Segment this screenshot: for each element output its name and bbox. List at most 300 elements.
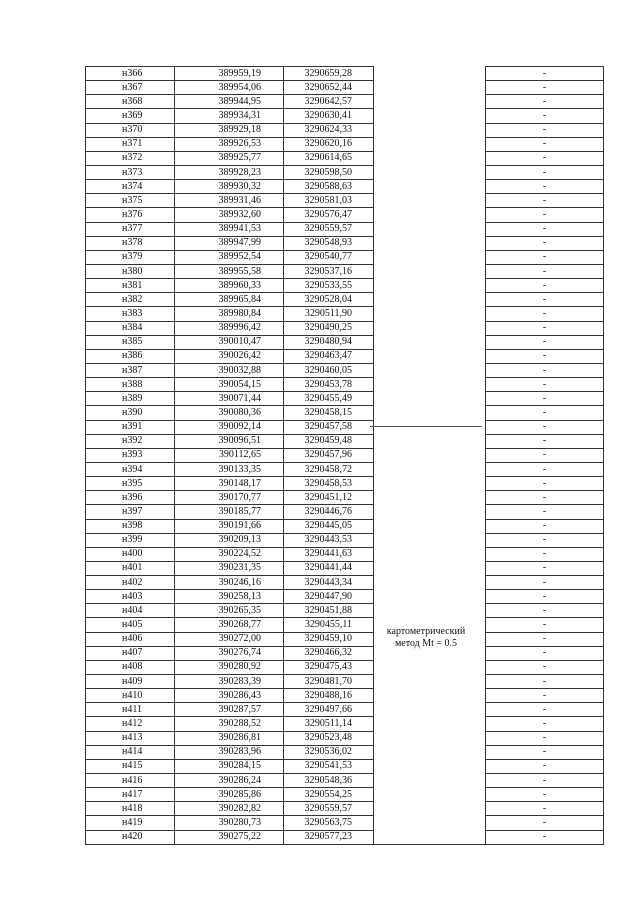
y-coordinate-cell: 3290581,03: [284, 194, 374, 208]
x-coordinate-cell: 390276,74: [175, 646, 284, 660]
method-cell: [374, 505, 486, 519]
point-id-cell: н407: [86, 646, 175, 660]
note-cell: -: [486, 123, 604, 137]
x-coordinate-cell: 389954,06: [175, 81, 284, 95]
point-id-cell: н387: [86, 363, 175, 377]
table-row: [86, 67, 604, 81]
y-coordinate-cell: 3290459,48: [284, 434, 374, 448]
y-coordinate-cell: 3290443,53: [284, 533, 374, 547]
x-coordinate-cell: 390092,14: [175, 420, 284, 434]
point-id-cell: н413: [86, 731, 175, 745]
note-cell: -: [486, 392, 604, 406]
x-coordinate-cell: 389996,42: [175, 321, 284, 335]
method-cell: [374, 604, 486, 618]
method-cell: [374, 675, 486, 689]
x-coordinate-cell: 390026,42: [175, 349, 284, 363]
method-cell: [374, 208, 486, 222]
point-id-cell: н398: [86, 519, 175, 533]
y-coordinate-cell: 3290480,94: [284, 335, 374, 349]
point-id-cell: н391: [86, 420, 175, 434]
y-coordinate-cell: 3290588,63: [284, 180, 374, 194]
note-cell: -: [486, 717, 604, 731]
x-coordinate-cell: 390280,73: [175, 816, 284, 830]
note-cell: -: [486, 378, 604, 392]
note-cell: -: [486, 802, 604, 816]
method-cell: [374, 151, 486, 165]
method-cell: [374, 307, 486, 321]
y-coordinate-cell: 3290459,10: [284, 632, 374, 646]
method-cell: [374, 576, 486, 590]
note-cell: -: [486, 109, 604, 123]
y-coordinate-cell: 3290537,16: [284, 264, 374, 278]
y-coordinate-cell: 3290554,25: [284, 788, 374, 802]
y-coordinate-cell: 3290523,48: [284, 731, 374, 745]
y-coordinate-cell: 3290451,88: [284, 604, 374, 618]
point-id-cell: н388: [86, 378, 175, 392]
y-coordinate-cell: 3290652,44: [284, 81, 374, 95]
point-id-cell: н366: [86, 67, 175, 81]
note-cell: -: [486, 448, 604, 462]
y-coordinate-cell: 3290533,55: [284, 279, 374, 293]
table-row: [86, 378, 604, 392]
x-coordinate-cell: 390209,13: [175, 533, 284, 547]
x-coordinate-cell: 390272,00: [175, 632, 284, 646]
method-cell: [374, 547, 486, 561]
x-coordinate-cell: 390285,86: [175, 788, 284, 802]
note-cell: -: [486, 788, 604, 802]
table-row: [86, 660, 604, 674]
point-id-cell: н367: [86, 81, 175, 95]
note-cell: -: [486, 420, 604, 434]
method-cell: [374, 378, 486, 392]
y-coordinate-cell: 3290488,16: [284, 689, 374, 703]
y-coordinate-cell: 3290457,58: [284, 420, 374, 434]
point-id-cell: н379: [86, 250, 175, 264]
point-id-cell: н372: [86, 151, 175, 165]
x-coordinate-cell: 389934,31: [175, 109, 284, 123]
x-coordinate-cell: 390185,77: [175, 505, 284, 519]
y-coordinate-cell: 3290458,72: [284, 462, 374, 476]
point-id-cell: н370: [86, 123, 175, 137]
x-coordinate-cell: 390286,43: [175, 689, 284, 703]
x-coordinate-cell: 390133,35: [175, 462, 284, 476]
x-coordinate-cell: 390268,77: [175, 618, 284, 632]
point-id-cell: н404: [86, 604, 175, 618]
table-row: [86, 95, 604, 109]
table-row: [86, 816, 604, 830]
y-coordinate-cell: 3290642,57: [284, 95, 374, 109]
note-cell: -: [486, 618, 604, 632]
table-row: [86, 590, 604, 604]
method-cell: [374, 180, 486, 194]
x-coordinate-cell: 390231,35: [175, 561, 284, 575]
x-coordinate-cell: 390032,88: [175, 363, 284, 377]
point-id-cell: н380: [86, 264, 175, 278]
table-row: [86, 448, 604, 462]
point-id-cell: н418: [86, 802, 175, 816]
point-id-cell: н385: [86, 335, 175, 349]
note-cell: -: [486, 349, 604, 363]
x-coordinate-cell: 389955,58: [175, 264, 284, 278]
y-coordinate-cell: 3290548,93: [284, 236, 374, 250]
point-id-cell: н400: [86, 547, 175, 561]
point-id-cell: н403: [86, 590, 175, 604]
table-row: [86, 222, 604, 236]
y-coordinate-cell: 3290659,28: [284, 67, 374, 81]
coordinates-table: [85, 66, 604, 845]
y-coordinate-cell: 3290559,57: [284, 802, 374, 816]
y-coordinate-cell: 3290446,76: [284, 505, 374, 519]
x-coordinate-cell: 390284,15: [175, 759, 284, 773]
x-coordinate-cell: 389952,54: [175, 250, 284, 264]
x-coordinate-cell: 390286,24: [175, 774, 284, 788]
point-id-cell: н383: [86, 307, 175, 321]
y-coordinate-cell: 3290443,34: [284, 576, 374, 590]
note-cell: -: [486, 81, 604, 95]
point-id-cell: н373: [86, 165, 175, 179]
table-row: [86, 250, 604, 264]
point-id-cell: н405: [86, 618, 175, 632]
y-coordinate-cell: 3290536,02: [284, 745, 374, 759]
note-cell: -: [486, 576, 604, 590]
table-row: [86, 335, 604, 349]
x-coordinate-cell: 389941,53: [175, 222, 284, 236]
y-coordinate-cell: 3290458,53: [284, 477, 374, 491]
x-coordinate-cell: 389980,84: [175, 307, 284, 321]
method-cell: [374, 95, 486, 109]
note-cell: -: [486, 477, 604, 491]
point-id-cell: н394: [86, 462, 175, 476]
method-cell: [374, 491, 486, 505]
table-row: [86, 703, 604, 717]
table-row: [86, 533, 604, 547]
point-id-cell: н399: [86, 533, 175, 547]
method-cell: [374, 250, 486, 264]
table-row: [86, 123, 604, 137]
x-coordinate-cell: 390096,51: [175, 434, 284, 448]
note-cell: -: [486, 67, 604, 81]
note-cell: -: [486, 208, 604, 222]
note-cell: -: [486, 731, 604, 745]
table-row: [86, 646, 604, 660]
method-cell: [374, 67, 486, 81]
point-id-cell: н397: [86, 505, 175, 519]
y-coordinate-cell: 3290497,66: [284, 703, 374, 717]
method-cell: [374, 590, 486, 604]
table-row: [86, 505, 604, 519]
point-id-cell: н416: [86, 774, 175, 788]
x-coordinate-cell: 390283,96: [175, 745, 284, 759]
x-coordinate-cell: 390148,17: [175, 477, 284, 491]
x-coordinate-cell: 389926,53: [175, 137, 284, 151]
y-coordinate-cell: 3290577,23: [284, 830, 374, 844]
table-row: [86, 632, 604, 646]
note-cell: -: [486, 250, 604, 264]
method-cell: [374, 717, 486, 731]
y-coordinate-cell: 3290511,14: [284, 717, 374, 731]
table-row: [86, 349, 604, 363]
point-id-cell: н402: [86, 576, 175, 590]
y-coordinate-cell: 3290447,90: [284, 590, 374, 604]
note-cell: -: [486, 491, 604, 505]
y-coordinate-cell: 3290466,32: [284, 646, 374, 660]
point-id-cell: н395: [86, 477, 175, 491]
point-id-cell: н409: [86, 675, 175, 689]
coordinates-table-body: [86, 67, 604, 845]
note-cell: -: [486, 95, 604, 109]
method-cell: [374, 533, 486, 547]
method-cell: [374, 731, 486, 745]
method-cell: [374, 689, 486, 703]
x-coordinate-cell: 390283,39: [175, 675, 284, 689]
x-coordinate-cell: 390275,22: [175, 830, 284, 844]
x-coordinate-cell: 390265,35: [175, 604, 284, 618]
method-cell: [374, 759, 486, 773]
note-cell: -: [486, 689, 604, 703]
point-id-cell: н390: [86, 406, 175, 420]
point-id-cell: н374: [86, 180, 175, 194]
note-cell: -: [486, 307, 604, 321]
note-cell: -: [486, 703, 604, 717]
method-cell: [374, 434, 486, 448]
x-coordinate-cell: 390080,36: [175, 406, 284, 420]
method-cell: [374, 109, 486, 123]
point-id-cell: н378: [86, 236, 175, 250]
x-coordinate-cell: 390286,81: [175, 731, 284, 745]
y-coordinate-cell: 3290453,78: [284, 378, 374, 392]
note-cell: -: [486, 646, 604, 660]
point-id-cell: н384: [86, 321, 175, 335]
x-coordinate-cell: 389959,19: [175, 67, 284, 81]
y-coordinate-cell: 3290630,41: [284, 109, 374, 123]
note-cell: -: [486, 759, 604, 773]
x-coordinate-cell: 390280,92: [175, 660, 284, 674]
method-cell: [374, 349, 486, 363]
x-coordinate-cell: 390288,52: [175, 717, 284, 731]
y-coordinate-cell: 3290455,49: [284, 392, 374, 406]
note-cell: -: [486, 660, 604, 674]
x-coordinate-cell: 389930,32: [175, 180, 284, 194]
table-row: [86, 745, 604, 759]
note-cell: -: [486, 434, 604, 448]
x-coordinate-cell: 389931,46: [175, 194, 284, 208]
y-coordinate-cell: 3290463,47: [284, 349, 374, 363]
table-row: [86, 194, 604, 208]
table-row: [86, 802, 604, 816]
x-coordinate-cell: 390071,44: [175, 392, 284, 406]
note-cell: -: [486, 675, 604, 689]
note-cell: -: [486, 293, 604, 307]
point-id-cell: н369: [86, 109, 175, 123]
x-coordinate-cell: 389928,23: [175, 165, 284, 179]
y-coordinate-cell: 3290490,25: [284, 321, 374, 335]
method-cell: [374, 660, 486, 674]
note-cell: -: [486, 151, 604, 165]
table-row: [86, 717, 604, 731]
note-cell: -: [486, 222, 604, 236]
y-coordinate-cell: 3290620,16: [284, 137, 374, 151]
y-coordinate-cell: 3290563,75: [284, 816, 374, 830]
y-coordinate-cell: 3290614,65: [284, 151, 374, 165]
note-cell: -: [486, 462, 604, 476]
note-cell: -: [486, 816, 604, 830]
y-coordinate-cell: 3290441,63: [284, 547, 374, 561]
note-cell: -: [486, 533, 604, 547]
table-row: [86, 788, 604, 802]
y-coordinate-cell: 3290511,90: [284, 307, 374, 321]
method-cell: [374, 406, 486, 420]
point-id-cell: н392: [86, 434, 175, 448]
x-coordinate-cell: 390287,57: [175, 703, 284, 717]
x-coordinate-cell: 390258,13: [175, 590, 284, 604]
table-row: [86, 307, 604, 321]
method-cell: [374, 477, 486, 491]
table-row: [86, 279, 604, 293]
note-cell: -: [486, 363, 604, 377]
table-row: [86, 462, 604, 476]
point-id-cell: н377: [86, 222, 175, 236]
note-cell: -: [486, 745, 604, 759]
method-cell: [374, 802, 486, 816]
y-coordinate-cell: 3290455,11: [284, 618, 374, 632]
y-coordinate-cell: 3290624,33: [284, 123, 374, 137]
y-coordinate-cell: 3290445,05: [284, 519, 374, 533]
method-cell: [374, 420, 486, 434]
method-note-line2: метод Mt = 0.5: [394, 638, 458, 649]
table-row: [86, 137, 604, 151]
table-row: [86, 561, 604, 575]
note-cell: -: [486, 561, 604, 575]
table-row: [86, 830, 604, 844]
method-cell: [374, 745, 486, 759]
method-cell: [374, 392, 486, 406]
method-divider: [370, 426, 482, 427]
table-row: [86, 618, 604, 632]
note-cell: -: [486, 547, 604, 561]
note-cell: -: [486, 830, 604, 844]
note-cell: -: [486, 180, 604, 194]
note-cell: -: [486, 335, 604, 349]
x-coordinate-cell: 390191,66: [175, 519, 284, 533]
point-id-cell: н415: [86, 759, 175, 773]
table-row: [86, 293, 604, 307]
method-cell: [374, 222, 486, 236]
table-row: [86, 151, 604, 165]
note-cell: -: [486, 406, 604, 420]
note-cell: -: [486, 321, 604, 335]
point-id-cell: н393: [86, 448, 175, 462]
table-row: [86, 519, 604, 533]
x-coordinate-cell: 389929,18: [175, 123, 284, 137]
method-cell: [374, 561, 486, 575]
table-row: [86, 363, 604, 377]
point-id-cell: н420: [86, 830, 175, 844]
method-cell: [374, 448, 486, 462]
note-cell: -: [486, 505, 604, 519]
method-cell: [374, 264, 486, 278]
x-coordinate-cell: 390010,47: [175, 335, 284, 349]
note-cell: -: [486, 774, 604, 788]
method-cell: [374, 335, 486, 349]
table-row: [86, 689, 604, 703]
method-cell: [374, 519, 486, 533]
method-cell: [374, 279, 486, 293]
x-coordinate-cell: 389960,33: [175, 279, 284, 293]
y-coordinate-cell: 3290475,43: [284, 660, 374, 674]
method-note: [370, 626, 482, 650]
table-row: [86, 392, 604, 406]
method-cell: [374, 703, 486, 717]
point-id-cell: н396: [86, 491, 175, 505]
point-id-cell: н401: [86, 561, 175, 575]
method-cell: [374, 462, 486, 476]
table-row: [86, 321, 604, 335]
point-id-cell: н419: [86, 816, 175, 830]
point-id-cell: н386: [86, 349, 175, 363]
note-cell: -: [486, 632, 604, 646]
y-coordinate-cell: 3290457,96: [284, 448, 374, 462]
point-id-cell: н371: [86, 137, 175, 151]
table-row: [86, 604, 604, 618]
table-row: [86, 477, 604, 491]
y-coordinate-cell: 3290559,57: [284, 222, 374, 236]
method-cell: [374, 236, 486, 250]
table-row: [86, 731, 604, 745]
x-coordinate-cell: 390054,15: [175, 378, 284, 392]
table-row: [86, 81, 604, 95]
x-coordinate-cell: 390170,77: [175, 491, 284, 505]
method-cell: [374, 830, 486, 844]
x-coordinate-cell: 390224,52: [175, 547, 284, 561]
table-row: [86, 109, 604, 123]
note-cell: -: [486, 165, 604, 179]
table-row: [86, 434, 604, 448]
method-cell: [374, 816, 486, 830]
method-cell: [374, 321, 486, 335]
y-coordinate-cell: 3290481,70: [284, 675, 374, 689]
table-row: [86, 236, 604, 250]
y-coordinate-cell: 3290541,53: [284, 759, 374, 773]
y-coordinate-cell: 3290451,12: [284, 491, 374, 505]
x-coordinate-cell: 390112,65: [175, 448, 284, 462]
table-row: [86, 547, 604, 561]
y-coordinate-cell: 3290528,04: [284, 293, 374, 307]
y-coordinate-cell: 3290548,36: [284, 774, 374, 788]
x-coordinate-cell: 389925,77: [175, 151, 284, 165]
x-coordinate-cell: 389947,99: [175, 236, 284, 250]
point-id-cell: н411: [86, 703, 175, 717]
y-coordinate-cell: 3290540,77: [284, 250, 374, 264]
note-cell: -: [486, 194, 604, 208]
point-id-cell: н382: [86, 293, 175, 307]
table-row: [86, 675, 604, 689]
y-coordinate-cell: 3290576,47: [284, 208, 374, 222]
point-id-cell: н410: [86, 689, 175, 703]
y-coordinate-cell: 3290441,44: [284, 561, 374, 575]
point-id-cell: н417: [86, 788, 175, 802]
point-id-cell: н414: [86, 745, 175, 759]
table-row: [86, 420, 604, 434]
y-coordinate-cell: 3290460,05: [284, 363, 374, 377]
y-coordinate-cell: 3290458,15: [284, 406, 374, 420]
x-coordinate-cell: 390282,82: [175, 802, 284, 816]
table-row: [86, 180, 604, 194]
table-row: [86, 759, 604, 773]
point-id-cell: н381: [86, 279, 175, 293]
table-row: [86, 208, 604, 222]
method-cell: [374, 123, 486, 137]
x-coordinate-cell: 389944,95: [175, 95, 284, 109]
